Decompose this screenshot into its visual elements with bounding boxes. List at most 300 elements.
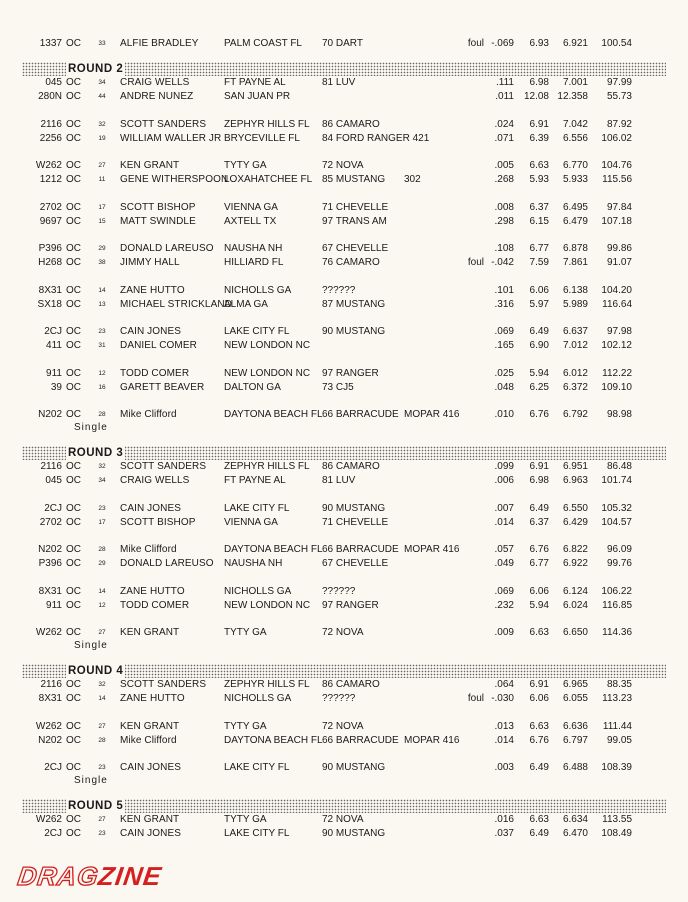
cell-num: P396 (38, 558, 62, 569)
round-header (22, 446, 666, 460)
cell-num: W262 (35, 160, 62, 171)
cell-cls: OC (66, 257, 81, 268)
cell-cls: OC (66, 627, 81, 638)
cell-car: 73 CJ5 (322, 381, 354, 393)
cell-mph: 86.48 (606, 461, 632, 472)
cell-dial: 6.06 (529, 284, 549, 296)
cell-rt: .006 (494, 475, 514, 486)
cell-cls: OC (66, 215, 81, 227)
cell-name: TODD COMER (120, 367, 190, 379)
cell-seed: 14 (98, 587, 106, 595)
cell-et: 6.024 (562, 599, 588, 611)
round-title: ROUND 5 (68, 800, 124, 812)
cell-dial: 6.98 (529, 77, 549, 88)
cell-rt: .069 (494, 326, 514, 337)
cell-city: AXTELL TX (224, 215, 277, 227)
cell-num: 2256 (39, 132, 62, 144)
cell-city: PALM COAST FL (224, 38, 302, 49)
cell-name: JIMMY HALL (120, 257, 180, 268)
cell-seed: 44 (98, 93, 106, 100)
cell-cls: OC (66, 91, 81, 102)
cell-rt: .101 (494, 284, 514, 296)
cell-cls: OC (66, 298, 81, 310)
cell-rt: .165 (494, 340, 514, 351)
cell-dial: 6.63 (529, 814, 549, 825)
cell-mph: 96.09 (606, 544, 632, 555)
cell-mph: 100.54 (601, 38, 632, 49)
cell-foul: foul (467, 257, 484, 268)
cell-mph: 97.84 (606, 201, 632, 213)
cell-seed: 23 (98, 504, 106, 512)
cell-city: ZEPHYR HILLS FL (224, 461, 310, 472)
cell-et: 5.989 (562, 298, 588, 310)
cell-city: NEW LONDON NC (224, 340, 311, 351)
cell-seed: 17 (98, 518, 106, 526)
cell-et: 6.055 (562, 693, 588, 704)
cell-engine: MOPAR 416 (404, 544, 460, 555)
cell-engine: MOPAR 416 (404, 409, 460, 420)
cell-mph: 104.20 (601, 284, 632, 296)
result-row (0, 242, 688, 256)
cell-rt: -.069 (491, 38, 514, 49)
cell-et: 7.861 (562, 257, 588, 268)
cell-mph: 97.98 (606, 326, 632, 337)
cell-rt: .048 (494, 381, 514, 393)
cell-dial: 6.93 (529, 38, 549, 49)
cell-cls: OC (66, 693, 81, 704)
cell-num: 8X31 (38, 693, 62, 704)
cell-seed: 34 (98, 79, 106, 86)
result-row (0, 132, 688, 146)
cell-name: Mike Clifford (120, 544, 177, 555)
result-row (0, 90, 688, 104)
cell-et: 6.922 (562, 558, 588, 569)
cell-dial: 6.76 (529, 409, 549, 420)
cell-car: 66 BARRACUDE (322, 544, 399, 555)
cell-num: 39 (50, 381, 62, 393)
result-row (0, 626, 688, 640)
result-row (0, 734, 688, 748)
cell-mph: 55.73 (606, 91, 632, 102)
cell-city: TYTY GA (224, 814, 267, 825)
cell-seed: 27 (98, 162, 106, 169)
cell-num: 2702 (39, 201, 62, 213)
round-header (22, 799, 666, 813)
cell-dial: 6.06 (529, 585, 549, 597)
cell-dial: 5.94 (529, 599, 549, 611)
cell-seed: 16 (98, 383, 106, 391)
cell-num: 2CJ (44, 762, 62, 773)
cell-num: 280N (38, 91, 62, 102)
cell-dial: 6.25 (529, 381, 549, 393)
cell-city: NICHOLLS GA (224, 585, 292, 597)
cell-city: BRYCEVILLE FL (224, 132, 300, 144)
cell-seed: 34 (98, 477, 106, 484)
cell-et: 12.358 (557, 91, 588, 102)
cell-city: NICHOLLS GA (224, 284, 292, 296)
result-row (0, 557, 688, 571)
cell-name: KEN GRANT (120, 814, 180, 825)
cell-foul: foul (467, 38, 484, 49)
cell-city: TYTY GA (224, 160, 267, 171)
result-row (0, 761, 688, 775)
cell-city: NAUSHA NH (224, 558, 283, 569)
cell-seed: 23 (98, 328, 106, 335)
cell-seed: 15 (98, 217, 106, 225)
cell-cls: OC (66, 585, 81, 597)
round-header (22, 62, 666, 76)
result-row (0, 502, 688, 516)
cell-mph: 104.76 (601, 160, 632, 171)
cell-rt: -.030 (491, 693, 514, 704)
cell-engine: 302 (404, 174, 421, 185)
cell-city: NICHOLLS GA (224, 693, 292, 704)
cell-name: Mike Clifford (120, 734, 177, 746)
round-header (22, 664, 666, 678)
cell-car: 81 LUV (322, 475, 356, 486)
cell-rt: .064 (494, 679, 514, 690)
cell-car: 72 NOVA (322, 627, 364, 638)
cell-cls: OC (66, 502, 81, 514)
cell-seed: 28 (98, 546, 106, 553)
cell-name: CRAIG WELLS (120, 77, 190, 88)
cell-et: 6.636 (562, 720, 588, 732)
cell-et: 7.012 (562, 340, 588, 351)
cell-car: 90 MUSTANG (322, 326, 386, 337)
cell-seed: 23 (98, 830, 106, 837)
cell-et: 6.550 (562, 502, 588, 514)
cell-seed: 32 (98, 120, 106, 128)
cell-cls: OC (66, 762, 81, 773)
cell-num: P396 (38, 243, 62, 254)
cell-dial: 6.06 (529, 693, 549, 704)
cell-seed: 29 (98, 245, 106, 252)
cell-mph: 115.56 (602, 174, 632, 185)
cell-name: MICHAEL STRICKLAND (120, 298, 233, 310)
cell-city: FT PAYNE AL (224, 475, 286, 486)
cell-name: TODD COMER (120, 599, 190, 611)
cell-city: HILLIARD FL (224, 257, 284, 268)
cell-city: NEW LONDON NC (224, 367, 311, 379)
cell-car: 90 MUSTANG (322, 762, 386, 773)
cell-dial: 6.49 (529, 762, 549, 773)
result-row (0, 516, 688, 530)
result-row (0, 408, 688, 422)
cell-dial: 6.76 (529, 734, 549, 746)
cell-num: W262 (35, 627, 62, 638)
cell-city: LAKE CITY FL (224, 828, 290, 839)
cell-dial: 6.91 (529, 679, 549, 690)
result-row (0, 543, 688, 557)
cell-dial: 6.37 (529, 201, 549, 213)
single-label: Single (74, 640, 108, 651)
cell-car: 71 CHEVELLE (322, 516, 389, 528)
cell-mph: 114.36 (602, 627, 632, 638)
cell-name: KEN GRANT (120, 627, 180, 638)
cell-dial: 5.94 (529, 367, 549, 379)
cell-car: 86 CAMARO (322, 679, 380, 690)
cell-car: 90 MUSTANG (322, 828, 386, 839)
cell-rt: .268 (494, 174, 514, 185)
cell-num: 8X31 (38, 585, 62, 597)
result-row (0, 201, 688, 215)
result-row (0, 284, 688, 298)
cell-seed: 27 (98, 816, 106, 823)
cell-rt: .014 (494, 516, 514, 528)
cell-et: 5.933 (562, 174, 588, 185)
cell-mph: 105.32 (601, 502, 632, 514)
cell-dial: 6.91 (529, 461, 549, 472)
cell-mph: 113.23 (602, 693, 632, 704)
cell-mph: 101.74 (601, 475, 632, 486)
cell-seed: 12 (98, 601, 106, 609)
cell-rt: .037 (494, 828, 514, 839)
cell-name: SCOTT BISHOP (120, 201, 196, 213)
cell-city: DAYTONA BEACH FL (224, 734, 323, 746)
cell-et: 7.042 (562, 118, 588, 130)
cell-mph: 106.22 (601, 585, 632, 597)
cell-dial: 12.08 (523, 91, 549, 102)
result-row (0, 585, 688, 599)
cell-mph: 91.07 (606, 257, 632, 268)
result-row (0, 367, 688, 381)
cell-et: 6.012 (562, 367, 588, 379)
cell-name: GENE WITHERSPOON (120, 174, 229, 185)
cell-rt: .009 (494, 627, 514, 638)
cell-car: 85 MUSTANG (322, 174, 386, 185)
cell-cls: OC (66, 284, 81, 296)
cell-rt: .003 (494, 762, 514, 773)
cell-seed: 28 (98, 411, 106, 418)
result-row (0, 325, 688, 339)
cell-et: 6.963 (562, 475, 588, 486)
cell-cls: OC (66, 516, 81, 528)
cell-mph: 112.22 (602, 367, 632, 379)
cell-cls: OC (66, 679, 81, 690)
cell-cls: OC (66, 201, 81, 213)
cell-dial: 6.76 (529, 544, 549, 555)
cell-dial: 6.63 (529, 720, 549, 732)
cell-car: 70 DART (322, 38, 363, 49)
cell-rt: .298 (494, 215, 514, 227)
cell-mph: 109.10 (601, 381, 632, 393)
cell-cls: OC (66, 381, 81, 393)
cell-seed: 19 (98, 134, 106, 142)
round-title: ROUND 2 (68, 63, 124, 75)
cell-name: GARETT BEAVER (120, 381, 205, 393)
cell-name: ALFIE BRADLEY (120, 38, 199, 49)
cell-name: DONALD LAREUSO (120, 558, 214, 569)
result-row (0, 720, 688, 734)
cell-rt: .024 (494, 118, 514, 130)
cell-num: 2CJ (44, 326, 62, 337)
cell-et: 7.001 (562, 77, 588, 88)
cell-et: 6.138 (562, 284, 588, 296)
single-label: Single (74, 775, 108, 786)
cell-mph: 116.64 (602, 298, 632, 310)
cell-num: SX18 (37, 298, 62, 310)
cell-et: 6.637 (562, 326, 588, 337)
cell-name: SCOTT SANDERS (120, 461, 207, 472)
cell-dial: 6.98 (529, 475, 549, 486)
cell-rt: -.042 (491, 257, 514, 268)
cell-name: CAIN JONES (120, 502, 182, 514)
cell-seed: 23 (98, 764, 106, 771)
cell-name: SCOTT SANDERS (120, 679, 207, 690)
cell-mph: 99.76 (606, 558, 632, 569)
cell-name: CAIN JONES (120, 828, 182, 839)
cell-city: DAYTONA BEACH FL (224, 544, 323, 555)
cell-cls: OC (66, 461, 81, 472)
cell-cls: OC (66, 409, 81, 420)
cell-dial: 6.77 (529, 558, 549, 569)
cell-num: N202 (38, 544, 62, 555)
cell-num: 1337 (39, 38, 62, 49)
cell-cls: OC (66, 828, 81, 839)
cell-rt: .099 (494, 461, 514, 472)
cell-seed: 31 (98, 342, 106, 349)
cell-rt: .069 (494, 585, 514, 597)
cell-mph: 104.57 (601, 516, 632, 528)
result-row (0, 118, 688, 132)
cell-et: 6.650 (562, 627, 588, 638)
cell-name: ZANE HUTTO (120, 693, 185, 704)
cell-car: 71 CHEVELLE (322, 201, 389, 213)
cell-et: 6.429 (562, 516, 588, 528)
result-row (0, 813, 688, 827)
cell-mph: 88.35 (606, 679, 632, 690)
cell-et: 6.634 (562, 814, 588, 825)
cell-rt: .005 (494, 160, 514, 171)
cell-city: LOXAHATCHEE FL (224, 174, 313, 185)
cell-city: NEW LONDON NC (224, 599, 311, 611)
cell-car: 97 RANGER (322, 367, 379, 379)
cell-mph: 98.98 (606, 409, 632, 420)
cell-car: 72 NOVA (322, 720, 364, 732)
cell-car: 97 RANGER (322, 599, 379, 611)
cell-dial: 6.15 (529, 215, 549, 227)
cell-dial: 6.49 (529, 828, 549, 839)
cell-name: ZANE HUTTO (120, 585, 185, 597)
cell-car: 67 CHEVELLE (322, 243, 389, 254)
cell-et: 6.495 (562, 201, 588, 213)
result-row (0, 474, 688, 488)
result-row (0, 215, 688, 229)
result-row (0, 827, 688, 841)
cell-rt: .108 (494, 243, 514, 254)
cell-name: SCOTT SANDERS (120, 118, 207, 130)
cell-num: 2116 (40, 118, 62, 130)
cell-num: 2116 (40, 461, 62, 472)
cell-car: 84 FORD RANGER 421 (322, 132, 430, 144)
cell-cls: OC (66, 243, 81, 254)
cell-name: ZANE HUTTO (120, 284, 185, 296)
cell-rt: .016 (494, 814, 514, 825)
cell-et: 6.372 (562, 381, 588, 393)
cell-num: W262 (35, 720, 62, 732)
cell-dial: 6.63 (529, 160, 549, 171)
cell-mph: 108.39 (601, 762, 632, 773)
cell-car: ?????? (322, 284, 356, 296)
cell-name: DANIEL COMER (120, 340, 197, 351)
result-row (0, 159, 688, 173)
cell-rt: .010 (494, 409, 514, 420)
cell-et: 6.124 (562, 585, 588, 597)
result-row (0, 381, 688, 395)
cell-et: 6.951 (562, 461, 588, 472)
cell-et: 6.792 (562, 409, 588, 420)
result-row (0, 173, 688, 187)
cell-rt: .232 (494, 599, 514, 611)
result-row (0, 460, 688, 474)
cell-name: KEN GRANT (120, 160, 180, 171)
cell-mph: 113.55 (602, 814, 632, 825)
cell-mph: 107.18 (601, 215, 632, 227)
cell-seed: 27 (98, 629, 106, 636)
cell-car: 72 NOVA (322, 160, 364, 171)
cell-name: ANDRE NUNEZ (120, 91, 194, 102)
cell-car: 86 CAMARO (322, 118, 380, 130)
cell-car: 66 BARRACUDE (322, 734, 399, 746)
cell-rt: .111 (496, 77, 514, 88)
cell-cls: OC (66, 558, 81, 569)
result-row (0, 339, 688, 353)
cell-num: 911 (46, 599, 62, 611)
cell-cls: OC (66, 326, 81, 337)
cell-num: 045 (45, 475, 62, 486)
cell-cls: OC (66, 174, 81, 185)
cell-city: LAKE CITY FL (224, 762, 290, 773)
cell-seed: 32 (98, 463, 106, 470)
cell-city: NAUSHA NH (224, 243, 283, 254)
cell-et: 6.921 (562, 38, 588, 49)
cell-name: CAIN JONES (120, 762, 182, 773)
cell-name: MATT SWINDLE (120, 215, 196, 227)
cell-et: 6.488 (562, 762, 588, 773)
cell-city: LAKE CITY FL (224, 502, 290, 514)
cell-cls: OC (66, 720, 81, 732)
cell-num: 2CJ (44, 828, 62, 839)
cell-dial: 6.91 (529, 118, 549, 130)
cell-cls: OC (66, 340, 81, 351)
cell-mph: 106.02 (601, 132, 632, 144)
cell-rt: .025 (494, 367, 514, 379)
cell-cls: OC (66, 814, 81, 825)
cell-rt: .013 (494, 720, 514, 732)
cell-dial: 6.49 (529, 326, 549, 337)
cell-car: 97 TRANS AM (322, 215, 387, 227)
cell-cls: OC (66, 132, 81, 144)
cell-rt: .008 (494, 201, 514, 213)
cell-rt: .049 (494, 558, 514, 569)
cell-seed: 29 (98, 560, 106, 567)
cell-car: ?????? (322, 693, 356, 704)
result-row (0, 76, 688, 90)
cell-rt: .011 (495, 91, 514, 102)
result-row (0, 599, 688, 613)
cell-dial: 6.39 (529, 132, 549, 144)
cell-car: 72 NOVA (322, 814, 364, 825)
cell-city: SAN JUAN PR (224, 91, 291, 102)
cell-rt: .071 (494, 132, 514, 144)
cell-mph: 99.05 (606, 734, 632, 746)
cell-name: SCOTT BISHOP (120, 516, 196, 528)
cell-city: LAKE CITY FL (224, 326, 290, 337)
cell-rt: .316 (494, 298, 514, 310)
cell-et: 6.470 (562, 828, 588, 839)
cell-car: 87 MUSTANG (322, 298, 386, 310)
cell-dial: 5.97 (529, 298, 549, 310)
